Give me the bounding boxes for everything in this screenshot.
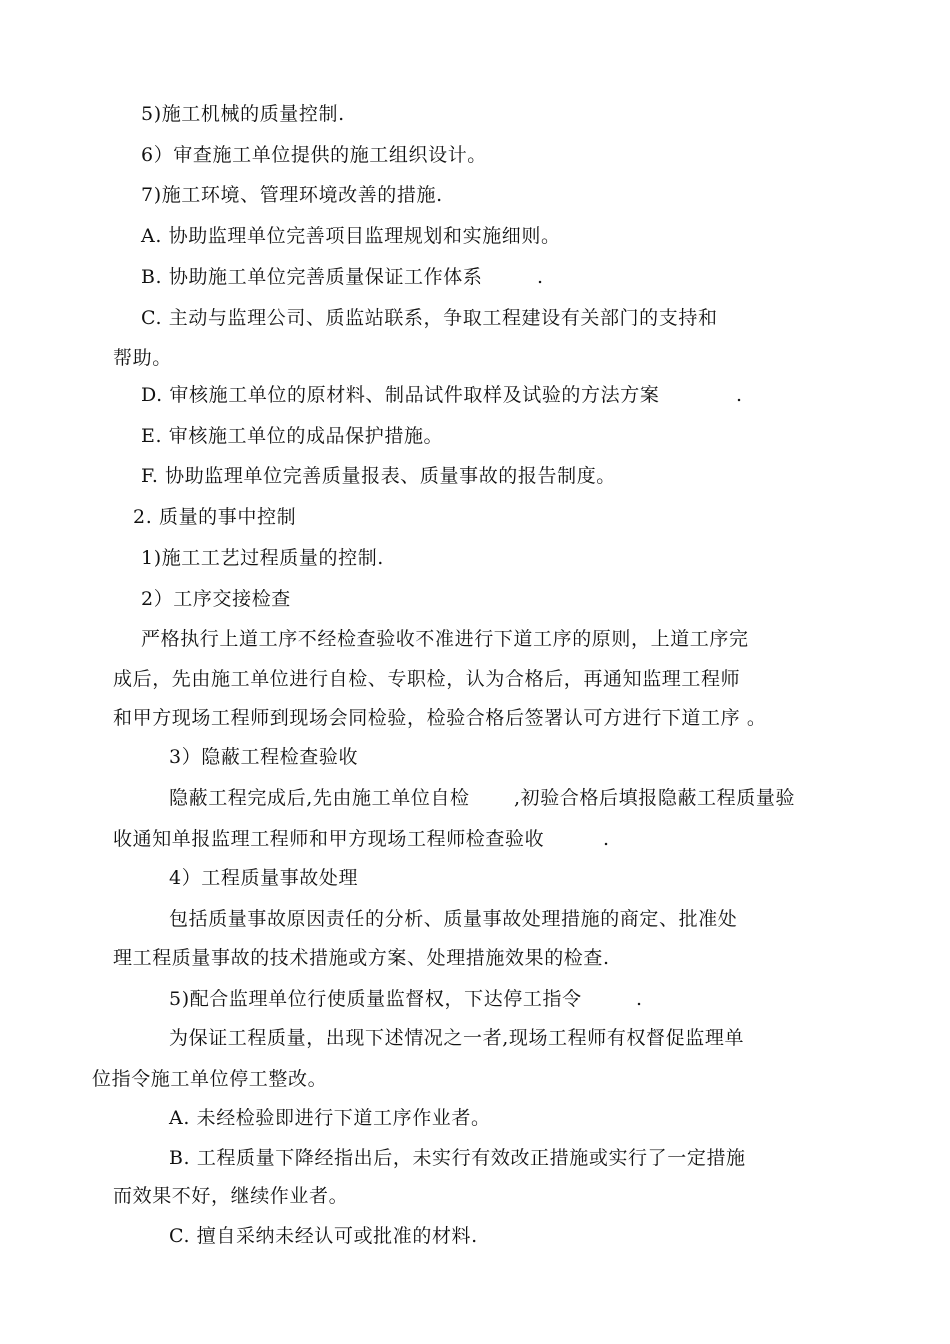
text-line: 包括质量事故原因责任的分析、质量事故处理措施的商定、批准处 — [169, 908, 738, 930]
text-line: 5)施工机械的质量控制. — [141, 103, 345, 125]
text-line: B. 协助施工单位完善质量保证工作体系 — [141, 266, 483, 288]
text-line: . — [603, 828, 610, 850]
text-line: 4）工程质量事故处理 — [169, 867, 359, 889]
text-line: E. 审核施工单位的成品保护措施。 — [141, 425, 444, 447]
text-line: 成后，先由施工单位进行自检、专职检，认为合格后，再通知监理工程师 — [113, 668, 741, 690]
text-line: . — [736, 384, 743, 406]
text-line: . — [636, 988, 643, 1010]
text-line: 和甲方现场工程师到现场会同检验，检验合格后签署认可方进行下道工序 。 — [113, 707, 767, 729]
text-line: 理工程质量事故的技术措施或方案、处理措施效果的检查. — [113, 947, 610, 969]
text-line: 5)配合监理单位行使质量监督权，下达停工指令 — [169, 988, 582, 1010]
text-line: A. 未经检验即进行下道工序作业者。 — [169, 1107, 491, 1129]
text-line: 2）工序交接检查 — [141, 588, 291, 610]
text-line: 7)施工环境、管理环境改善的措施. — [141, 184, 443, 206]
text-line: F. 协助监理单位完善质量报表、质量事故的报告制度。 — [141, 465, 616, 487]
text-line: D. 审核施工单位的原材料、制品试件取样及试验的方法方案 — [141, 384, 660, 406]
text-line: 隐蔽工程完成后,先由施工单位自检 — [169, 787, 470, 809]
text-line: 位指令施工单位停工整改。 — [92, 1068, 328, 1090]
section-heading: 2. 质量的事中控制 — [133, 506, 297, 528]
text-line: 严格执行上道工序不经检查验收不准进行下道工序的原则，上道工序完 — [141, 628, 749, 650]
text-line: 收通知单报监理工程师和甲方现场工程师检查验收 — [113, 828, 545, 850]
text-line: 而效果不好，继续作业者。 — [113, 1185, 349, 1207]
text-line: 1)施工工艺过程质量的控制. — [141, 547, 384, 569]
text-line: B. 工程质量下降经指出后，未实行有效改正措施或实行了一定措施 — [169, 1147, 746, 1169]
text-line: 6）审查施工单位提供的施工组织设计。 — [141, 144, 487, 166]
text-line: A. 协助监理单位完善项目监理规划和实施细则。 — [141, 225, 561, 247]
text-line: 为保证工程质量，出现下述情况之一者,现场工程师有权督促监理单 — [169, 1027, 745, 1049]
text-line: C. 主动与监理公司、质监站联系，争取工程建设有关部门的支持和 — [141, 307, 718, 329]
text-line: 3）隐蔽工程检查验收 — [169, 746, 359, 768]
text-line: C. 擅自采纳未经认可或批准的材料. — [169, 1225, 478, 1247]
text-line: ,初验合格后填报隐蔽工程质量验 — [514, 787, 796, 809]
text-line: 帮助。 — [113, 347, 172, 369]
text-line: . — [537, 266, 544, 288]
